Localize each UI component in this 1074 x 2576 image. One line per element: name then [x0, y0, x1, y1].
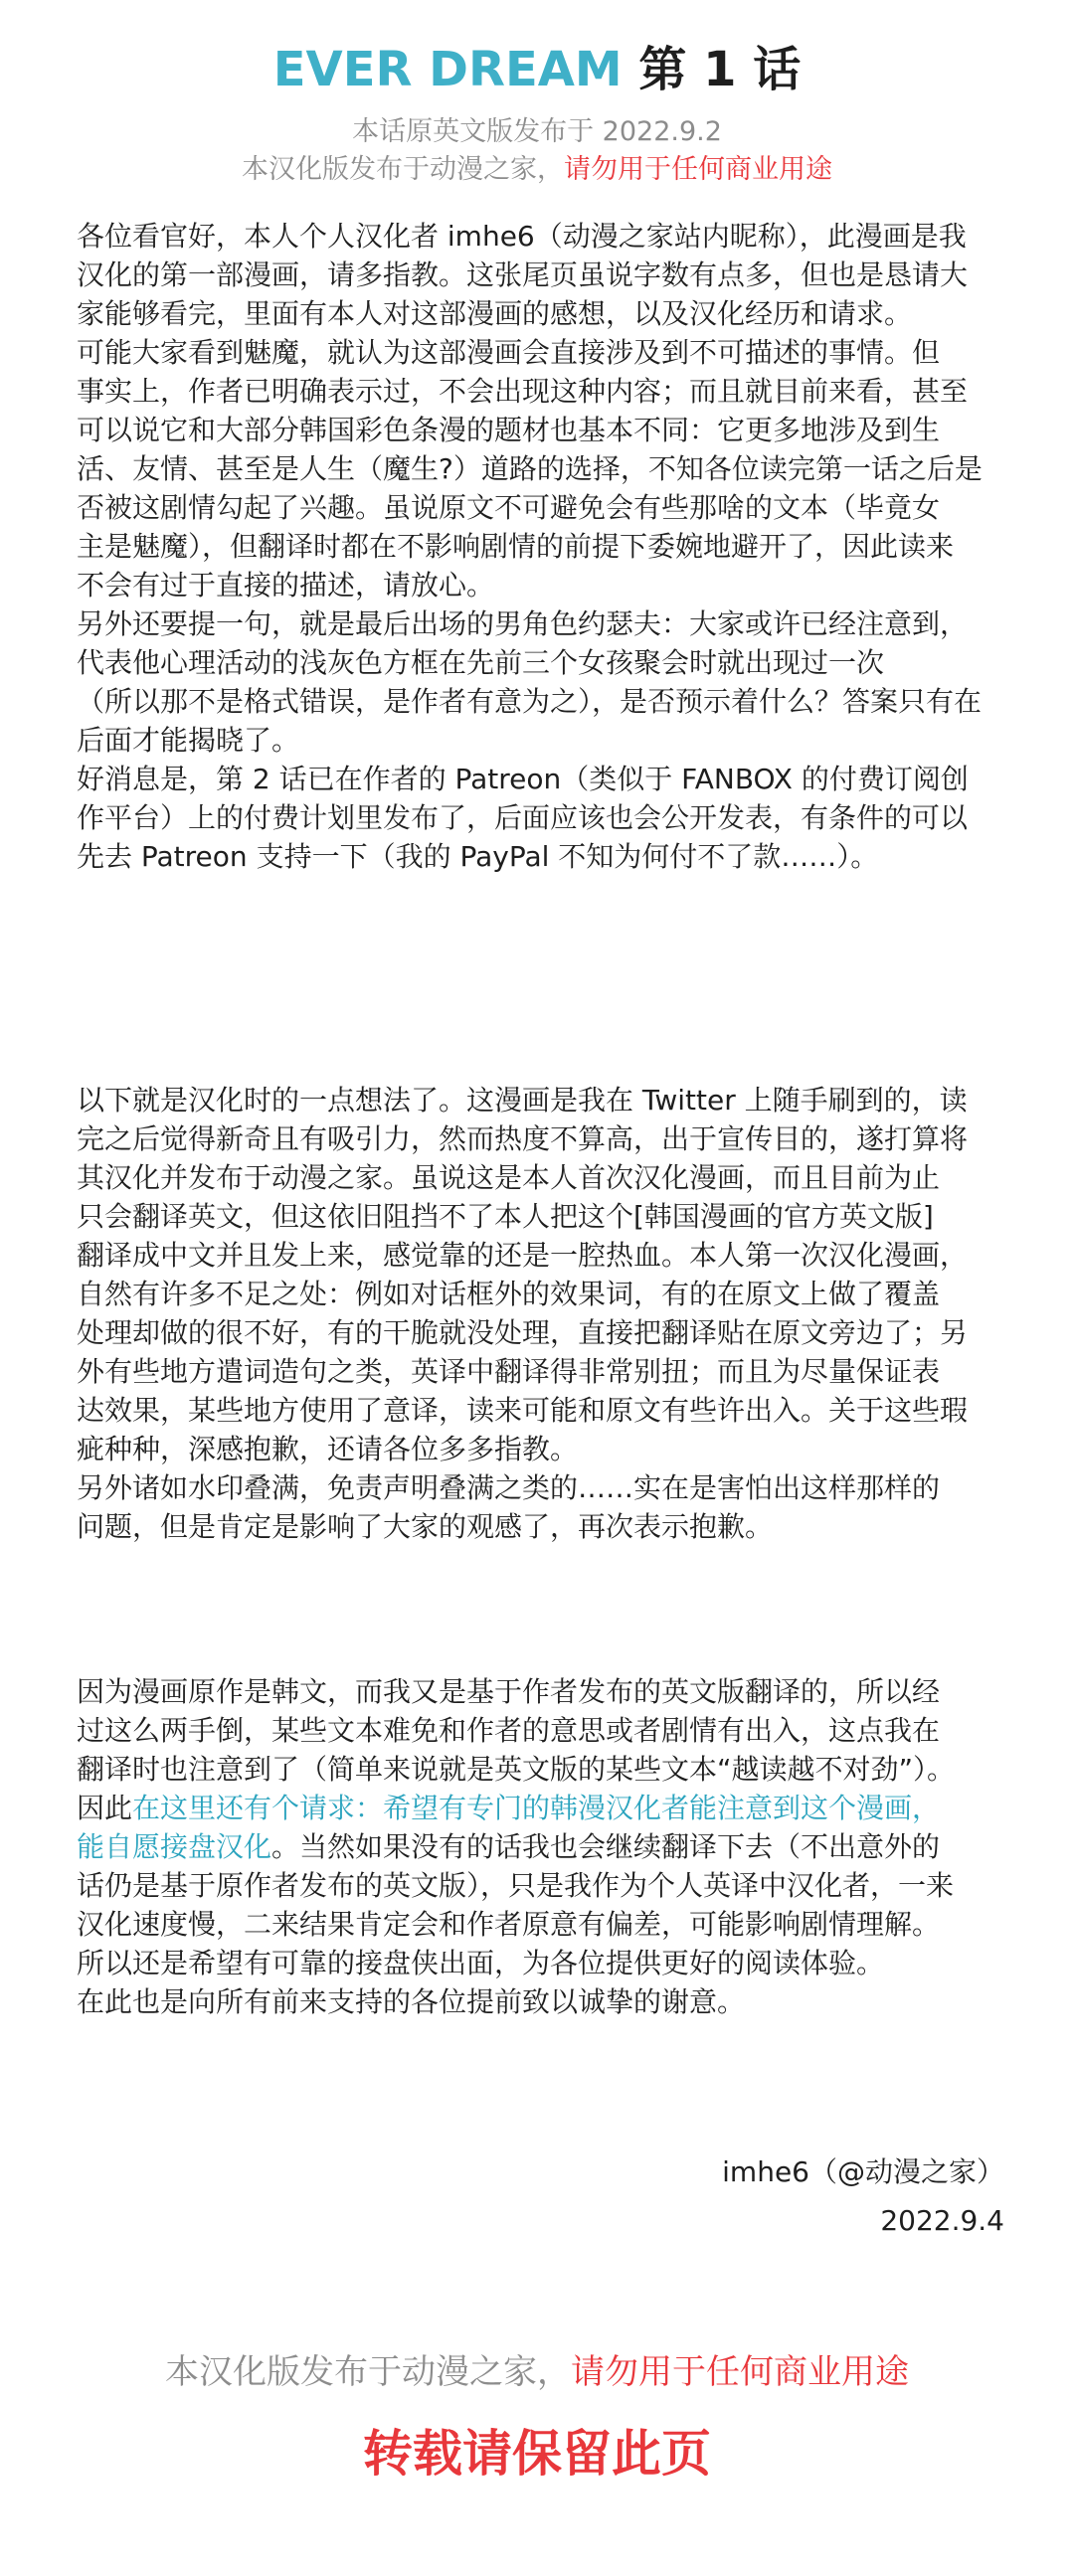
text-line: 话仍是基于原作者发布的英文版），只是我作为个人英译中汉化者，一来 — [77, 1869, 955, 1902]
title-english: EVER DREAM — [272, 42, 623, 97]
text-line: 只会翻译英文，但这依旧阻挡不了本人把这个[韩国漫画的官方英文版] — [77, 1200, 934, 1233]
footer-keep-page-warning: 转载请保留此页 — [363, 2425, 711, 2483]
text-line: 活、友情、甚至是人生（魔生?）道路的选择，不知各位读完第一话之后是 — [77, 452, 983, 485]
text-line: 后面才能揭晓了。 — [77, 724, 300, 757]
text-line: 各位看官好，本人个人汉化者 imhe6（动漫之家站内昵称），此漫画是我 — [77, 220, 967, 253]
text-line: 另外还要提一句，就是最后出场的男角色约瑟夫：大家或许已经注意到， — [77, 607, 969, 640]
text-line: 作平台）上的付费计划里发布了，后面应该也会公开发表，有条件的可以 — [77, 801, 969, 834]
page-title — [0, 30, 1074, 109]
text-line: 汉化的第一部漫画，请多指教。这张尾页虽说字数有点多，但也是恳请大 — [77, 258, 969, 291]
text-line: 先去 Patreon 支持一下（我的 PayPal 不知为何付不了款……）。 — [77, 840, 879, 873]
text-line: 过这么两手倒，某些文本难免和作者的意思或者剧情有出入，这点我在 — [77, 1714, 941, 1747]
text-line — [77, 1827, 1011, 1866]
text-line: 自然有许多不足之处：例如对话框外的效果词，有的在原文上做了覆盖 — [77, 1278, 941, 1310]
subtitle-original-date: 本话原英文版发布于 2022.9.2 — [352, 116, 722, 147]
text-line: 问题，但是肯定是影响了大家的观感了，再次表示抱歉。 — [77, 1510, 774, 1543]
footer-notice — [0, 2349, 1074, 2395]
text-line: 疵种种，深感抱歉，还请各位多多指教。 — [77, 1433, 579, 1465]
note-section-request — [77, 1672, 1011, 2021]
subtitle-no-commercial: 请勿用于任何商业用途 — [564, 154, 832, 185]
text-line: 事实上，作者已明确表示过，不会出现这种内容；而且就目前来看，甚至 — [77, 375, 969, 408]
text-line: 不会有过于直接的描述，请放心。 — [77, 569, 495, 601]
text-line: 否被这剧情勾起了兴趣。虽说原文不可避免会有些那啥的文本（毕竟女 — [77, 491, 941, 524]
text-line: 翻译时也注意到了（简单来说就是英文版的某些文本“越读越不对劲”）。 — [77, 1753, 956, 1786]
note-section-thoughts — [77, 1081, 1011, 1546]
text-line: 可能大家看到魅魔，就认为这部漫画会直接涉及到不可描述的事情。但 — [77, 336, 941, 369]
text-plain: 。当然如果没有的话我也会继续翻译下去（不出意外的 — [271, 1830, 941, 1863]
text-line: 好消息是，第 2 话已在作者的 Patreon（类似于 FANBOX 的付费订阅创 — [77, 763, 969, 795]
text-line: 可以说它和大部分韩国彩色条漫的题材也基本不同：它更多地涉及到生 — [77, 414, 941, 446]
text-line — [77, 1789, 1011, 1827]
text-line: （所以那不是格式错误，是作者有意为之），是否预示着什么？答案只有在 — [77, 685, 983, 718]
signature-name: imhe6（@动漫之家） — [722, 2155, 1004, 2188]
text-line: 汉化速度慢，二来结果肯定会和作者原意有偏差，可能影响剧情理解。 — [77, 1908, 941, 1941]
text-line: 翻译成中文并且发上来，感觉靠的还是一腔热血。本人第一次汉化漫画， — [77, 1239, 969, 1272]
text-line: 主是魅魔），但翻译时都在不影响剧情的前提下委婉地避开了，因此读来 — [77, 530, 955, 563]
text-plain: 因此 — [77, 1792, 133, 1824]
subtitle-publish-notice — [0, 151, 1074, 189]
text-line: 达效果，某些地方使用了意译，读来可能和原文有些许出入。关于这些瑕 — [77, 1394, 969, 1427]
signature-date: 2022.9.4 — [880, 2204, 1004, 2237]
footer-no-commercial: 请勿用于任何商业用途 — [571, 2352, 909, 2392]
text-line: 完之后觉得新奇且有吸引力，然而热度不算高，出于宣传目的，遂打算将 — [77, 1122, 969, 1155]
footer-publish-site: 本汉化版发布于动漫之家， — [165, 2352, 571, 2392]
note-section-intro — [77, 217, 1011, 876]
text-line: 另外诸如水印叠满，免责声明叠满之类的……实在是害怕出这样那样的 — [77, 1471, 941, 1504]
text-line: 因为漫画原作是韩文，而我又是基于作者发布的英文版翻译的，所以经 — [77, 1675, 941, 1708]
text-line: 家能够看完，里面有本人对这部漫画的感想，以及汉化经历和请求。 — [77, 297, 913, 330]
text-line: 处理却做的很不好，有的干脆就没处理，直接把翻译贴在原文旁边了；另 — [77, 1316, 969, 1349]
text-line: 外有些地方遣词造句之类，英译中翻译得非常别扭；而且为尽量保证表 — [77, 1355, 941, 1388]
request-highlight: 在这里还有个请求：希望有专门的韩漫汉化者能注意到这个漫画， — [132, 1792, 941, 1824]
text-line: 在此也是向所有前来支持的各位提前致以诚挚的谢意。 — [77, 1985, 746, 2018]
text-line: 代表他心理活动的浅灰色方框在先前三个女孩聚会时就出现过一次 — [77, 646, 885, 679]
text-line: 其汉化并发布于动漫之家。虽说这是本人首次汉化漫画，而且目前为止 — [77, 1161, 941, 1194]
text-line: 所以还是希望有可靠的接盘侠出面，为各位提供更好的阅读体验。 — [77, 1947, 885, 1979]
text-line: 以下就是汉化时的一点想法了。这漫画是我在 Twitter 上随手刷到的，读 — [77, 1084, 968, 1116]
request-highlight: 能自愿接盘汉化 — [77, 1830, 272, 1863]
title-chapter: 第 1 话 — [638, 42, 802, 97]
subtitle-publish-site: 本汉化版发布于动漫之家， — [242, 154, 564, 185]
